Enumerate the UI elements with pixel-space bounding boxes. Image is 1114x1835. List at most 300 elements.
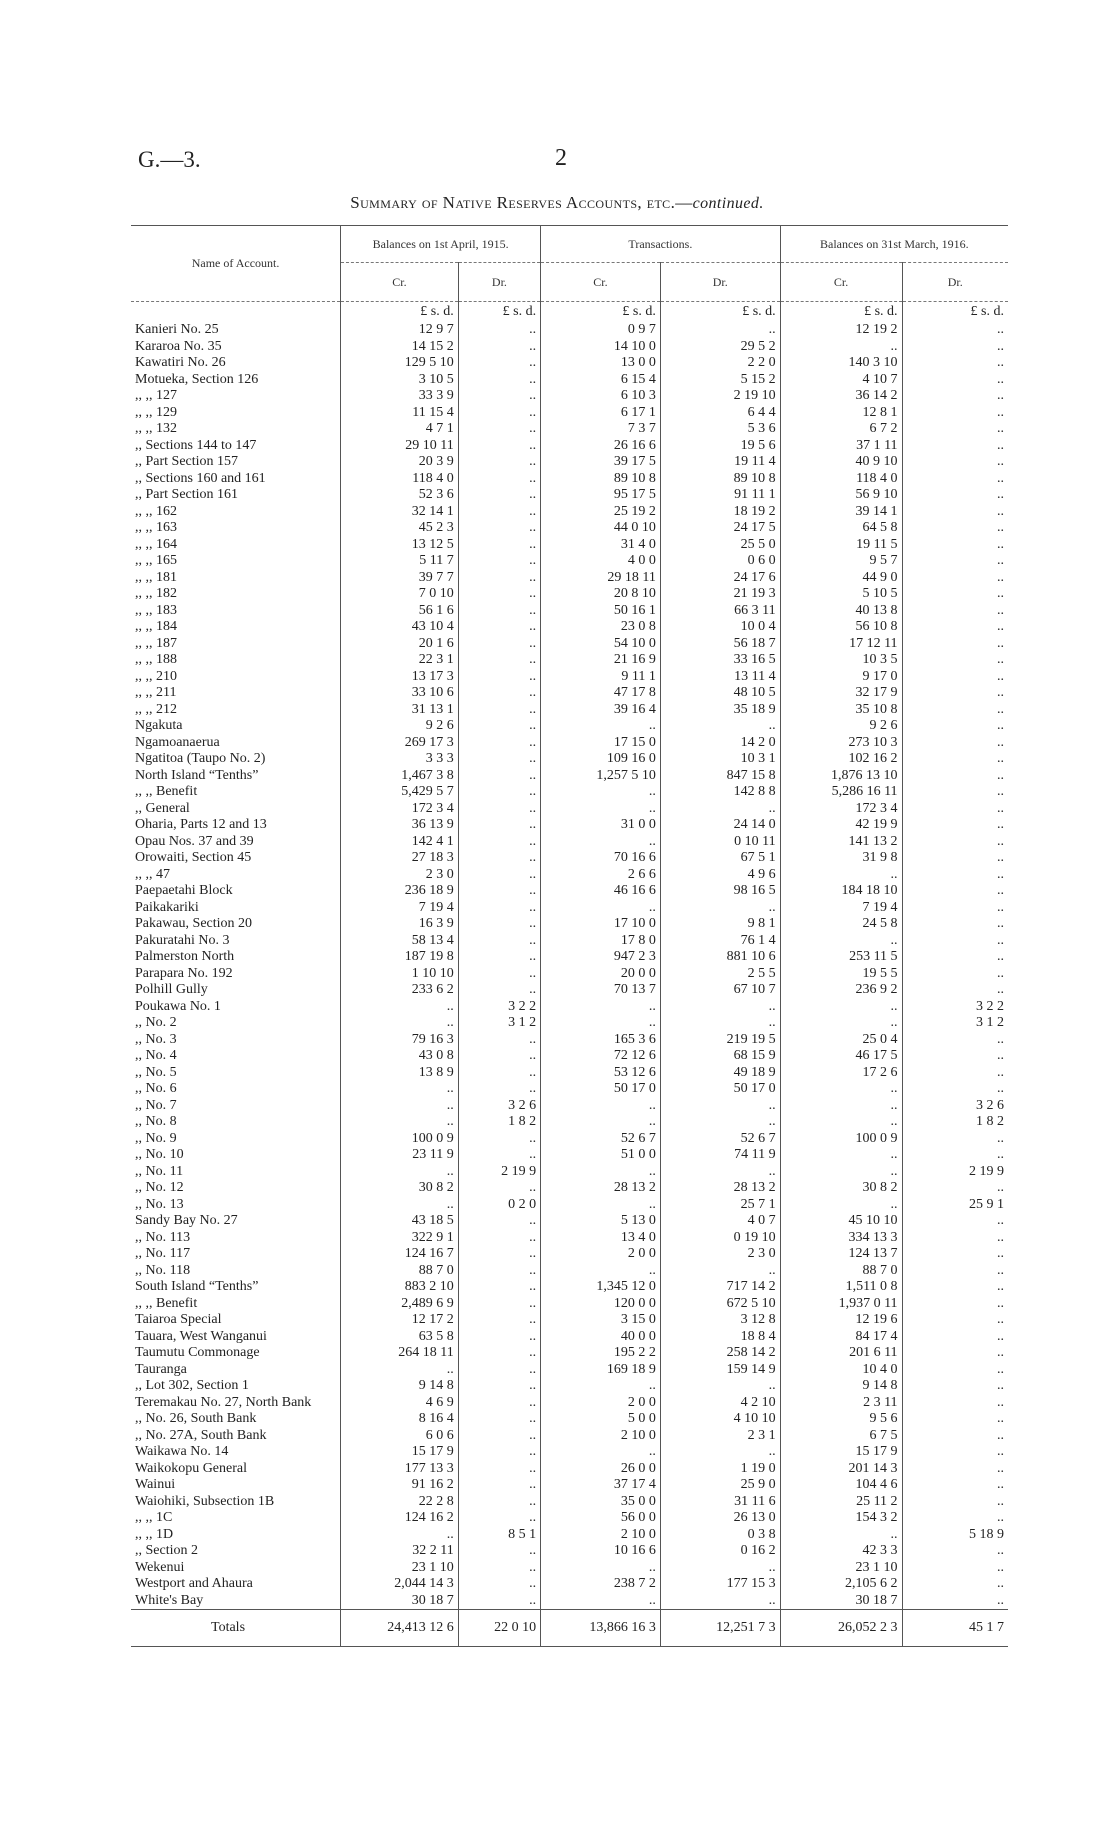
open-dr: 1 8 2 (458, 1114, 540, 1131)
open-dr: .. (458, 454, 540, 471)
trans-cr: 120 0 0 (541, 1296, 661, 1313)
table-row (131, 999, 1008, 1016)
table-row (131, 768, 1008, 785)
close-cr: 40 13 8 (780, 603, 902, 620)
open-dr: .. (458, 372, 540, 389)
trans-cr: 169 18 9 (541, 1362, 661, 1379)
close-dr: .. (902, 883, 1008, 900)
open-dr: .. (458, 867, 540, 884)
total-close-dr: 45 1 7 (902, 1610, 1008, 1647)
open-cr: 31 13 1 (341, 702, 459, 719)
close-cr: 17 12 11 (780, 636, 902, 653)
account-name: Taumutu Commonage (135, 1345, 260, 1360)
close-cr: 40 9 10 (780, 454, 902, 471)
table-row (131, 735, 1008, 752)
col-group-opening: Balances on 1st April, 1915. (341, 226, 541, 263)
close-dr: .. (902, 487, 1008, 504)
table-row (131, 454, 1008, 471)
account-name: ,, No. 3 (135, 1031, 177, 1047)
trans-cr: 2 0 0 (541, 1246, 661, 1263)
close-cr: 17 2 6 (780, 1065, 902, 1082)
trans-cr: .. (541, 801, 661, 818)
trans-dr: 9 8 1 (660, 916, 780, 933)
trans-cr: 21 16 9 (541, 652, 661, 669)
open-cr: 91 16 2 (341, 1477, 459, 1494)
trans-cr: .. (541, 1114, 661, 1131)
table-row (131, 537, 1008, 554)
close-cr: 42 19 9 (780, 817, 902, 834)
close-dr: .. (902, 454, 1008, 471)
trans-cr: .. (541, 999, 661, 1016)
trans-dr: 2 3 1 (660, 1428, 780, 1445)
close-cr: 6 7 2 (780, 421, 902, 438)
open-cr: 11 15 4 (341, 405, 459, 422)
trans-dr: 14 2 0 (660, 735, 780, 752)
trans-dr: 4 2 10 (660, 1395, 780, 1412)
table-row (131, 487, 1008, 504)
open-dr: .. (458, 718, 540, 735)
close-cr: 25 0 4 (780, 1032, 902, 1049)
close-dr: .. (902, 702, 1008, 719)
open-dr: .. (458, 1461, 540, 1478)
open-cr: 2 3 0 (341, 867, 459, 884)
account-name: Sandy Bay No. 27 (135, 1213, 238, 1228)
close-cr: 104 4 6 (780, 1477, 902, 1494)
close-cr: 9 2 6 (780, 718, 902, 735)
trans-dr: 24 17 6 (660, 570, 780, 587)
trans-dr: 35 18 9 (660, 702, 780, 719)
col-header-cr: Cr. (780, 263, 902, 302)
table-row (131, 553, 1008, 570)
account-name: Opau Nos. 37 and 39 (135, 833, 254, 849)
account-name: Parapara No. 192 (135, 965, 233, 981)
close-cr: 102 16 2 (780, 751, 902, 768)
trans-dr: 5 15 2 (660, 372, 780, 389)
trans-dr: 19 11 4 (660, 454, 780, 471)
account-name: ,, No. 26, South Bank (135, 1411, 257, 1426)
open-cr: 6 0 6 (341, 1428, 459, 1445)
table-row (131, 1461, 1008, 1478)
close-dr: .. (902, 1081, 1008, 1098)
open-cr: 187 19 8 (341, 949, 459, 966)
unit-label: £ s. d. (341, 302, 459, 323)
trans-cr: 70 16 6 (541, 850, 661, 867)
open-dr: .. (458, 570, 540, 587)
account-name: ,, No. 118 (135, 1262, 191, 1278)
trans-cr: 20 8 10 (541, 586, 661, 603)
open-dr: .. (458, 322, 540, 339)
trans-dr: 19 5 6 (660, 438, 780, 455)
trans-cr: 6 15 4 (541, 372, 661, 389)
open-cr: 33 10 6 (341, 685, 459, 702)
trans-cr: 6 17 1 (541, 405, 661, 422)
table-row (131, 916, 1008, 933)
trans-cr: 13 0 0 (541, 355, 661, 372)
account-name: ,, No. 12 (135, 1180, 184, 1195)
open-dr: .. (458, 652, 540, 669)
trans-dr: .. (660, 718, 780, 735)
close-dr: 25 9 1 (902, 1197, 1008, 1214)
open-dr: .. (458, 982, 540, 999)
trans-dr: 142 8 8 (660, 784, 780, 801)
account-name: Westport and Ahaura (135, 1576, 253, 1591)
open-dr: .. (458, 834, 540, 851)
trans-dr: 4 0 7 (660, 1213, 780, 1230)
account-name: Orowaiti, Section 45 (135, 850, 252, 865)
open-cr: 5 11 7 (341, 553, 459, 570)
open-cr: 45 2 3 (341, 520, 459, 537)
table-row (131, 372, 1008, 389)
trans-dr: 21 19 3 (660, 586, 780, 603)
trans-dr: 0 16 2 (660, 1543, 780, 1560)
table-row (131, 1395, 1008, 1412)
open-dr: .. (458, 817, 540, 834)
close-dr: .. (902, 504, 1008, 521)
table-row (131, 322, 1008, 339)
open-dr: .. (458, 603, 540, 620)
account-name: Pakawau, Section 20 (135, 916, 253, 931)
close-cr: 12 8 1 (780, 405, 902, 422)
trans-cr: 50 16 1 (541, 603, 661, 620)
total-open-dr: 22 0 10 (458, 1610, 540, 1647)
close-cr: .. (780, 1197, 902, 1214)
trans-dr: 98 16 5 (660, 883, 780, 900)
open-dr: .. (458, 1131, 540, 1148)
trans-dr: 76 1 4 (660, 933, 780, 950)
account-name: Oharia, Parts 12 and 13 (135, 817, 267, 832)
open-dr: .. (458, 1444, 540, 1461)
open-cr: 27 18 3 (341, 850, 459, 867)
table-row (131, 1312, 1008, 1329)
open-dr: .. (458, 1329, 540, 1346)
open-cr: 52 3 6 (341, 487, 459, 504)
unit-label: £ s. d. (541, 302, 661, 323)
open-cr: .. (341, 1197, 459, 1214)
table-row (131, 1015, 1008, 1032)
trans-dr: 29 5 2 (660, 339, 780, 356)
trans-cr: 10 16 6 (541, 1543, 661, 1560)
close-dr: .. (902, 1065, 1008, 1082)
trans-dr: 18 8 4 (660, 1329, 780, 1346)
close-dr: .. (902, 421, 1008, 438)
trans-dr: 159 14 9 (660, 1362, 780, 1379)
title-main: Summary of Native Reserves Accounts, etc.— (350, 193, 693, 212)
table-row (131, 1444, 1008, 1461)
account-name: ,, Lot 302, Section 1 (135, 1378, 249, 1393)
table-row (131, 1576, 1008, 1593)
trans-cr: 70 13 7 (541, 982, 661, 999)
table-row (131, 1131, 1008, 1148)
open-cr: .. (341, 1098, 459, 1115)
open-cr: 29 10 11 (341, 438, 459, 455)
account-name: ,, ,, Benefit (135, 1295, 198, 1311)
open-cr: 30 8 2 (341, 1180, 459, 1197)
trans-cr: 89 10 8 (541, 471, 661, 488)
open-cr: 233 6 2 (341, 982, 459, 999)
close-dr: .. (902, 949, 1008, 966)
account-name: Pakuratahi No. 3 (135, 932, 230, 948)
open-dr: .. (458, 355, 540, 372)
close-cr: .. (780, 1147, 902, 1164)
trans-cr: 14 10 0 (541, 339, 661, 356)
trans-cr: 165 3 6 (541, 1032, 661, 1049)
trans-dr: 91 11 1 (660, 487, 780, 504)
close-dr: .. (902, 636, 1008, 653)
account-name: ,, No. 2 (135, 1015, 177, 1030)
close-dr: .. (902, 801, 1008, 818)
trans-dr: 24 14 0 (660, 817, 780, 834)
account-name: ,, No. 7 (135, 1097, 177, 1113)
close-cr: .. (780, 1527, 902, 1544)
open-dr: .. (458, 1279, 540, 1296)
close-cr: 30 8 2 (780, 1180, 902, 1197)
table-row (131, 1329, 1008, 1346)
table-row (131, 867, 1008, 884)
trans-dr: 49 18 9 (660, 1065, 780, 1082)
trans-dr: 13 11 4 (660, 669, 780, 686)
open-dr: .. (458, 900, 540, 917)
trans-cr: 17 15 0 (541, 735, 661, 752)
open-dr: .. (458, 1543, 540, 1560)
open-cr: 43 0 8 (341, 1048, 459, 1065)
account-name: ,, ,, 210 (135, 668, 177, 684)
open-cr: 12 9 7 (341, 322, 459, 339)
open-cr: 39 7 7 (341, 570, 459, 587)
account-name: ,, No. 11 (135, 1163, 184, 1179)
close-cr: 2,105 6 2 (780, 1576, 902, 1593)
close-cr: 9 5 7 (780, 553, 902, 570)
open-dr: 8 5 1 (458, 1527, 540, 1544)
trans-cr: 26 0 0 (541, 1461, 661, 1478)
account-name: ,, ,, 164 (135, 536, 177, 552)
close-cr: .. (780, 1164, 902, 1181)
close-dr: .. (902, 1428, 1008, 1445)
trans-dr: 717 14 2 (660, 1279, 780, 1296)
close-cr: .. (780, 1081, 902, 1098)
table-row (131, 949, 1008, 966)
trans-dr: 52 6 7 (660, 1131, 780, 1148)
trans-cr: .. (541, 1593, 661, 1610)
account-name: ,, ,, 181 (135, 569, 177, 585)
table-row (131, 471, 1008, 488)
trans-cr: 2 0 0 (541, 1395, 661, 1412)
trans-cr: 23 0 8 (541, 619, 661, 636)
close-cr: 10 4 0 (780, 1362, 902, 1379)
open-cr: 2,489 6 9 (341, 1296, 459, 1313)
trans-cr: 195 2 2 (541, 1345, 661, 1362)
trans-dr: .. (660, 1164, 780, 1181)
close-dr: .. (902, 1296, 1008, 1313)
open-dr: .. (458, 1230, 540, 1247)
table-row (131, 1510, 1008, 1527)
close-dr: .. (902, 834, 1008, 851)
trans-cr: 5 0 0 (541, 1411, 661, 1428)
totals-row (131, 1610, 1008, 1647)
trans-cr: 5 13 0 (541, 1213, 661, 1230)
open-dr: 3 1 2 (458, 1015, 540, 1032)
open-dr: .. (458, 1246, 540, 1263)
title-continued: continued. (692, 195, 764, 212)
open-dr: .. (458, 388, 540, 405)
trans-dr: 50 17 0 (660, 1081, 780, 1098)
open-dr: .. (458, 586, 540, 603)
page-number: 2 (555, 145, 567, 171)
open-dr: .. (458, 1065, 540, 1082)
trans-dr: .. (660, 322, 780, 339)
open-dr: .. (458, 916, 540, 933)
total-trans-cr: 13,866 16 3 (541, 1610, 661, 1647)
open-cr: .. (341, 1114, 459, 1131)
account-name: Wekenui (135, 1559, 185, 1575)
close-cr: 7 19 4 (780, 900, 902, 917)
trans-dr: 56 18 7 (660, 636, 780, 653)
account-name: ,, Sections 144 to 147 (135, 437, 257, 453)
trans-cr: 9 11 1 (541, 669, 661, 686)
table-row (131, 834, 1008, 851)
trans-cr: .. (541, 1197, 661, 1214)
open-cr: .. (341, 1015, 459, 1032)
close-cr: .. (780, 933, 902, 950)
trans-cr: 947 2 3 (541, 949, 661, 966)
open-dr: .. (458, 685, 540, 702)
trans-dr: 33 16 5 (660, 652, 780, 669)
close-cr: 201 6 11 (780, 1345, 902, 1362)
open-dr: .. (458, 487, 540, 504)
trans-dr: 89 10 8 (660, 471, 780, 488)
total-open-cr: 24,413 12 6 (341, 1610, 459, 1647)
open-dr: 0 2 0 (458, 1197, 540, 1214)
close-cr: 141 13 2 (780, 834, 902, 851)
trans-cr: 31 4 0 (541, 537, 661, 554)
table-row (131, 1180, 1008, 1197)
close-dr: .. (902, 900, 1008, 917)
trans-cr: 47 17 8 (541, 685, 661, 702)
close-cr: 45 10 10 (780, 1213, 902, 1230)
open-dr: .. (458, 751, 540, 768)
trans-dr: 0 19 10 (660, 1230, 780, 1247)
open-dr: 3 2 6 (458, 1098, 540, 1115)
trans-cr: 35 0 0 (541, 1494, 661, 1511)
trans-dr: 18 19 2 (660, 504, 780, 521)
table-row (131, 1114, 1008, 1131)
close-cr: .. (780, 1015, 902, 1032)
account-name: Poukawa No. 1 (135, 998, 221, 1014)
open-cr: 43 10 4 (341, 619, 459, 636)
trans-dr: 5 3 6 (660, 421, 780, 438)
close-dr: .. (902, 586, 1008, 603)
close-dr: .. (902, 1444, 1008, 1461)
col-header-cr: Cr. (341, 263, 459, 302)
open-cr: 124 16 2 (341, 1510, 459, 1527)
trans-cr: 72 12 6 (541, 1048, 661, 1065)
trans-dr: 2 3 0 (660, 1246, 780, 1263)
trans-cr: 56 0 0 (541, 1510, 661, 1527)
open-dr: .. (458, 669, 540, 686)
table-row (131, 1411, 1008, 1428)
account-name: ,, ,, 182 (135, 586, 177, 601)
close-cr: 100 0 9 (780, 1131, 902, 1148)
open-cr: 20 1 6 (341, 636, 459, 653)
trans-dr: 4 9 6 (660, 867, 780, 884)
table-row (131, 801, 1008, 818)
table-row (131, 619, 1008, 636)
account-name: ,, ,, Benefit (135, 784, 198, 799)
open-cr: 269 17 3 (341, 735, 459, 752)
close-dr: .. (902, 603, 1008, 620)
unit-label: £ s. d. (458, 302, 540, 323)
table-row (131, 685, 1008, 702)
close-dr: 3 2 2 (902, 999, 1008, 1016)
close-dr: .. (902, 1560, 1008, 1577)
table-row (131, 850, 1008, 867)
trans-cr: .. (541, 834, 661, 851)
account-name: ,, ,, 211 (135, 685, 177, 700)
open-cr: 13 12 5 (341, 537, 459, 554)
close-cr: 140 3 10 (780, 355, 902, 372)
trans-cr: .. (541, 1378, 661, 1395)
close-cr: 12 19 2 (780, 322, 902, 339)
account-name: ,, No. 113 (135, 1229, 191, 1245)
trans-cr: 26 16 6 (541, 438, 661, 455)
document-id: G.—3. (138, 147, 201, 172)
account-name: ,, ,, 162 (135, 503, 177, 519)
open-cr: 88 7 0 (341, 1263, 459, 1280)
unit-label: £ s. d. (902, 302, 1008, 323)
accounts-table (131, 225, 1008, 1647)
close-cr: 25 11 2 (780, 1494, 902, 1511)
open-cr: 118 4 0 (341, 471, 459, 488)
account-name: ,, Sections 160 and 161 (135, 470, 266, 486)
trans-cr: .. (541, 718, 661, 735)
close-dr: .. (902, 1395, 1008, 1412)
account-name: North Island “Tenths” (135, 767, 259, 783)
trans-dr: 1 19 0 (660, 1461, 780, 1478)
table-row (131, 1296, 1008, 1313)
open-dr: .. (458, 438, 540, 455)
trans-dr: 74 11 9 (660, 1147, 780, 1164)
trans-cr: 17 10 0 (541, 916, 661, 933)
account-name: South Island “Tenths” (135, 1279, 259, 1294)
account-name: ,, General (135, 800, 190, 816)
close-dr: .. (902, 1032, 1008, 1049)
close-dr: .. (902, 1213, 1008, 1230)
open-dr: 3 2 2 (458, 999, 540, 1016)
trans-cr: 54 10 0 (541, 636, 661, 653)
close-cr: 5 10 5 (780, 586, 902, 603)
open-cr: 100 0 9 (341, 1131, 459, 1148)
account-name: Kanieri No. 25 (135, 322, 219, 337)
trans-dr: .. (660, 1263, 780, 1280)
trans-dr: 0 6 0 (660, 553, 780, 570)
trans-cr: 17 8 0 (541, 933, 661, 950)
account-name: Kararoa No. 35 (135, 338, 222, 354)
open-cr: 13 17 3 (341, 669, 459, 686)
open-cr: 14 15 2 (341, 339, 459, 356)
account-name: Teremakau No. 27, North Bank (135, 1394, 312, 1410)
close-cr: 9 5 6 (780, 1411, 902, 1428)
account-name: ,, No. 10 (135, 1147, 184, 1162)
open-cr: .. (341, 999, 459, 1016)
open-dr: .. (458, 1362, 540, 1379)
trans-dr: 25 5 0 (660, 537, 780, 554)
close-cr: 172 3 4 (780, 801, 902, 818)
trans-dr: 10 0 4 (660, 619, 780, 636)
trans-cr: 7 3 7 (541, 421, 661, 438)
close-dr: 1 8 2 (902, 1114, 1008, 1131)
table-row (131, 1527, 1008, 1544)
close-dr: .. (902, 1312, 1008, 1329)
open-dr: .. (458, 1312, 540, 1329)
